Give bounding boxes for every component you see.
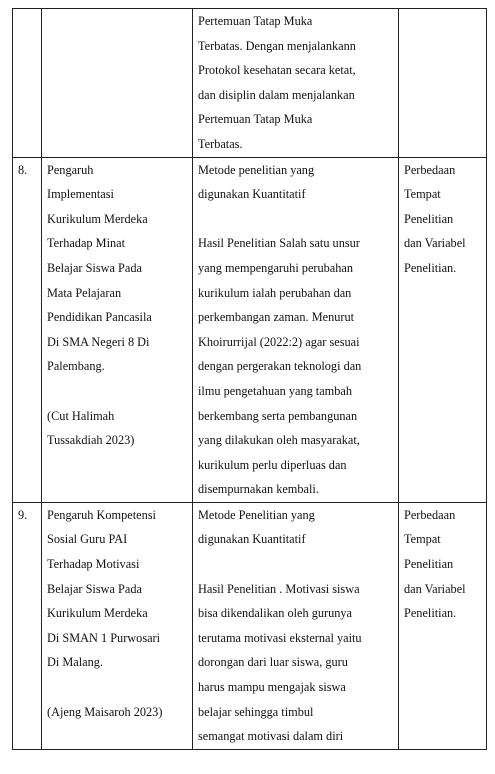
difference-cell xyxy=(399,157,487,502)
row-number-cell xyxy=(13,502,42,749)
text-line: Tempat xyxy=(404,187,441,202)
difference-cell xyxy=(399,502,487,749)
text-line: Terbatas. xyxy=(198,136,243,151)
text-line: Perbedaan xyxy=(404,162,456,177)
text-line: Di SMA Negeri 8 Di xyxy=(47,334,150,349)
text-line: Tempat xyxy=(404,532,441,547)
title-cell xyxy=(42,9,193,158)
author-line: (Cut Halimah xyxy=(47,408,115,423)
row-number-cell xyxy=(13,9,42,158)
spacer xyxy=(47,379,188,404)
text-line: Hasil Penelitian Salah satu unsur xyxy=(198,236,360,251)
text-line: berkembang serta pembangunan xyxy=(198,408,358,423)
difference-cell xyxy=(399,9,487,158)
text-line: digunakan Kuantitatif xyxy=(198,532,306,547)
text-line: semangat motivasi dalam diri xyxy=(198,729,344,744)
text-line: Pengaruh Kompetensi xyxy=(47,507,156,522)
title-cell xyxy=(42,157,193,502)
literature-review-table xyxy=(12,8,487,750)
text-line: yang dilakukan oleh masyarakat, xyxy=(198,433,360,448)
text-line: Belajar Siswa Pada xyxy=(47,260,142,275)
text-line: belajar sehingga timbul xyxy=(198,704,314,719)
method-cell xyxy=(193,157,399,502)
text-line: Mata Pelajaran xyxy=(47,285,122,300)
text-line: digunakan Kuantitatif xyxy=(198,187,306,202)
text-line: Pengaruh xyxy=(47,162,94,177)
title-cell xyxy=(42,502,193,749)
text-line: Belajar Siswa Pada xyxy=(47,581,142,596)
text-line: Terbatas. Dengan menjalankann xyxy=(198,38,356,53)
text-line: dan disiplin dalam menjalankan xyxy=(198,87,355,102)
text-line: dan Variabel xyxy=(404,581,466,596)
text-line: Hasil Penelitian . Motivasi siswa xyxy=(198,581,360,596)
text-line: Penelitian. xyxy=(404,606,457,621)
text-line: Terhadap Minat xyxy=(47,236,126,251)
method-cell xyxy=(193,502,399,749)
text-line: Metode Penelitian yang xyxy=(198,507,315,522)
text-line: Pendidikan Pancasila xyxy=(47,310,152,325)
text-line: dorongan dari luar siswa, guru xyxy=(198,655,348,670)
text-line: kurikulum perlu diperluas dan xyxy=(198,457,347,472)
table-row xyxy=(13,502,487,749)
text-line: Perbedaan xyxy=(404,507,456,522)
table-row xyxy=(13,9,487,158)
text-line: Kurikulum Merdeka xyxy=(47,606,148,621)
text-line: bisa dikendalikan oleh gurunya xyxy=(198,606,353,621)
text-line: Pertemuan Tatap Muka xyxy=(198,112,313,127)
text-line: dan Variabel xyxy=(404,236,466,251)
text-line: Sosial Guru PAI xyxy=(47,532,128,547)
text-line: Protokol kesehatan secara ketat, xyxy=(198,63,356,78)
text-line: Metode penelitian yang xyxy=(198,162,315,177)
text-line: terutama motivasi eksternal yaitu xyxy=(198,630,362,645)
author-line: (Ajeng Maisaroh 2023) xyxy=(47,704,163,719)
text-line: Penelitian xyxy=(404,211,454,226)
text-line: perkembangan zaman. Menurut xyxy=(198,310,355,325)
text-line: yang mempengaruhi perubahan xyxy=(198,260,354,275)
row-number-cell xyxy=(13,157,42,502)
text-line: Penelitian xyxy=(404,557,454,572)
text-line: dengan pergerakan teknologi dan xyxy=(198,359,362,374)
table-row xyxy=(13,157,487,502)
spacer xyxy=(47,675,188,700)
text-line: ilmu pengetahuan yang tambah xyxy=(198,383,353,398)
text-line: Implementasi xyxy=(47,187,114,202)
text-line: Penelitian. xyxy=(404,260,457,275)
text-line: Pertemuan Tatap Muka xyxy=(198,14,313,28)
spacer xyxy=(198,207,394,232)
text-line: Di SMAN 1 Purwosari xyxy=(47,630,161,645)
text-line: Palembang. xyxy=(47,359,105,374)
text-line: harus mampu mengajak siswa xyxy=(198,680,346,695)
text-line: Khoirurrijal (2022:2) agar sesuai xyxy=(198,334,360,349)
text-line: Terhadap Motivasi xyxy=(47,557,140,572)
text-line: Kurikulum Merdeka xyxy=(47,211,148,226)
row-number: 9. xyxy=(18,507,28,522)
row-number: 8. xyxy=(18,162,28,177)
text-line: kurikulum ialah perubahan dan xyxy=(198,285,352,300)
method-cell xyxy=(193,9,399,158)
spacer xyxy=(198,552,394,577)
text-line: disempurnakan kembali. xyxy=(198,482,319,497)
author-line: Tussakdiah 2023) xyxy=(47,433,135,448)
text-line: Di Malang. xyxy=(47,655,104,670)
